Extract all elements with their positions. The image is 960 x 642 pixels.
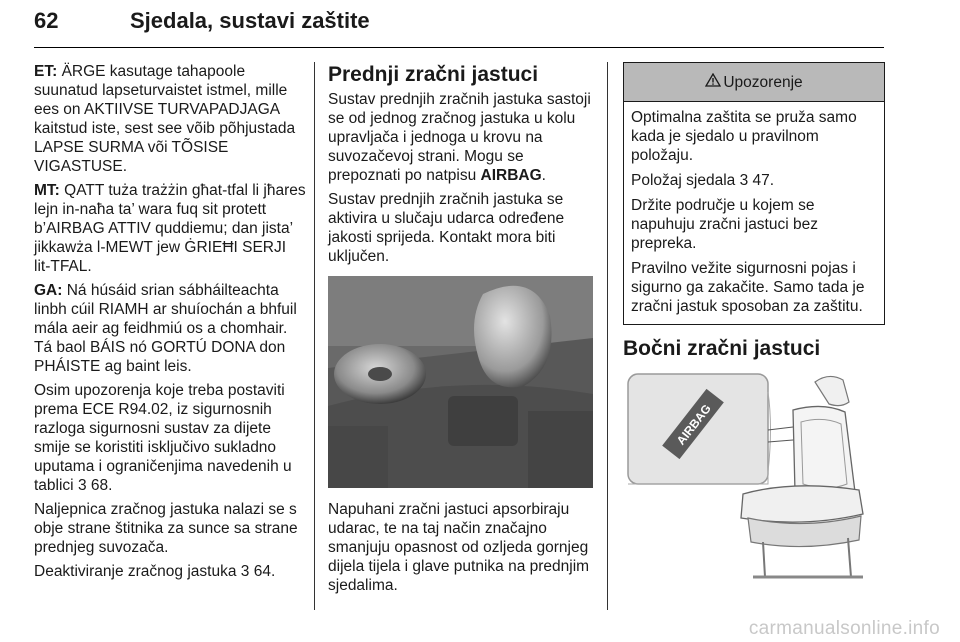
page-ref-47: 47. xyxy=(752,172,775,189)
warning-text-1: Optimalna zaštita se pruža samo kada je sjedalo u pravilnom položaju. xyxy=(631,109,857,164)
lang-label-et: ET: xyxy=(34,63,58,80)
activation-paragraph: Sustav prednjih zračnih jastuka se aktivira u slučaju udarca određene jakosti sprijeda. Kontakt mora biti uključen. xyxy=(328,191,565,265)
page-number: 62 xyxy=(34,8,59,33)
warning-et xyxy=(34,62,306,176)
airbag-marking: AIRBAG xyxy=(480,167,542,184)
deactivation-paragraph xyxy=(34,562,306,581)
page-header xyxy=(34,0,884,50)
warning-ga xyxy=(34,281,306,376)
page-ref-link-64[interactable] xyxy=(241,563,276,580)
lang-label-ga: GA: xyxy=(34,282,63,299)
section-heading-side-airbags: Bočni zračni jastuci xyxy=(623,337,821,360)
warning-et-text: ÄRGE kasutage tahapoole suunatud lapseturvaistet istmel, mille ees on AKTIIVSE TURVAPADJAGA kaitstud iste, sest see võib põhjustada LAPSE SURMA või TÕSISE VIGASTUSE. xyxy=(34,63,296,175)
label-location-paragraph: Naljepnica zračnog jastuka nalazi se s obje strane štitnika za sunce sa strane prednjeg suvozača. xyxy=(34,501,298,556)
inflated-airbags-figure xyxy=(328,276,593,488)
side-airbag-seat-figure xyxy=(623,372,885,592)
column-2 xyxy=(328,62,595,600)
warning-ga-text: Ná húsáid srian sábháilteachta linbh cúil RIAMH ar shuíochán a bhfuil mála aeir ag feidhmiú os a chomhair. Tá baol BÁIS nó GORTÚ DONA don PHÁISTE ag baint leis. xyxy=(34,282,297,375)
seat-position-text: Položaj sjedala xyxy=(631,172,736,189)
warning-text-3: Držite područje u kojem se napuhuju zračni jastuci bez prepreka. xyxy=(631,197,818,252)
front-airbag-text: Sustav prednjih zračnih jastuka sastoji se od jednog zračnog jastuka u kolu upravljača i jednoga u krovu na suvozačevoj strani. Mogu se prepoznati po natpisu xyxy=(328,91,591,184)
header-rule xyxy=(34,47,884,48)
warning-text-4: Pravilno vežite sigurnosni pojas i sigurno ga zakačite. Samo tada je zračni jastuk sposoban za zaštitu. xyxy=(631,260,865,315)
page-ref-64: 64. xyxy=(253,563,276,580)
warning-mt-text: QATT tuża trażżin għat-tfal li jħares lejn in-naħa ta’ wara fuq sit protett b’AIRBAG ATTIV quddiemu; dan jista’ jikkawża l-MEWT jew ĠRIEĦI SERJI lit-TFAL. xyxy=(34,182,306,275)
lang-label-mt: MT: xyxy=(34,182,60,199)
ece-paragraph xyxy=(34,381,306,495)
front-airbag-description: Sustav prednjih zračnih jastuka sastoji se od jednog zračnog jastuka u kolu upravljača i jednoga u krovu na suvozačevoj strani. Mogu se prepoznati po natpisu AIRBAG. xyxy=(328,91,591,184)
watermark: carmanualsonline.info xyxy=(748,618,940,639)
page-ref-68: 68. xyxy=(90,477,113,494)
column-divider xyxy=(607,62,608,610)
column-divider xyxy=(314,62,315,610)
page-ref-link-68[interactable] xyxy=(78,477,113,494)
warning-box xyxy=(623,62,885,325)
page-ref-link-47[interactable] xyxy=(740,172,775,189)
seat-airbag-label: AIRBAG xyxy=(673,401,714,448)
ece-text: Osim upozorenja koje treba postaviti prema ECE R94.02, iz sigurnosnih razloga sigurnosni sustav za dijete smije se koristiti isključivo sukladno uputama i ograničenjima navedenih u tablici xyxy=(34,382,292,494)
warning-mt xyxy=(34,181,306,276)
column-1 xyxy=(34,62,306,586)
warning-header xyxy=(624,63,884,102)
chapter-title: Sjedala, sustavi zaštite xyxy=(130,8,370,33)
section-heading-front-airbags: Prednji zračni jastuci xyxy=(328,63,539,86)
column-3 xyxy=(623,62,885,592)
figure-caption: Napuhani zračni jastuci apsorbiraju udarac, te na taj način značajno smanjuju opasnost od ozljeda gornjeg dijela tijela i glave putnika na prednjim sjedalima. xyxy=(328,501,590,594)
reference-arrow-icon: 3 xyxy=(77,477,87,494)
warning-body xyxy=(624,102,884,324)
warning-text-2 xyxy=(631,171,877,190)
warning-triangle-icon xyxy=(705,73,721,92)
warning-title: Upozorenje xyxy=(723,73,803,91)
reference-arrow-icon: 3 xyxy=(739,172,749,189)
deactivation-text: Deaktiviranje zračnog jastuka xyxy=(34,563,237,580)
reference-arrow-icon: 3 xyxy=(240,563,250,580)
